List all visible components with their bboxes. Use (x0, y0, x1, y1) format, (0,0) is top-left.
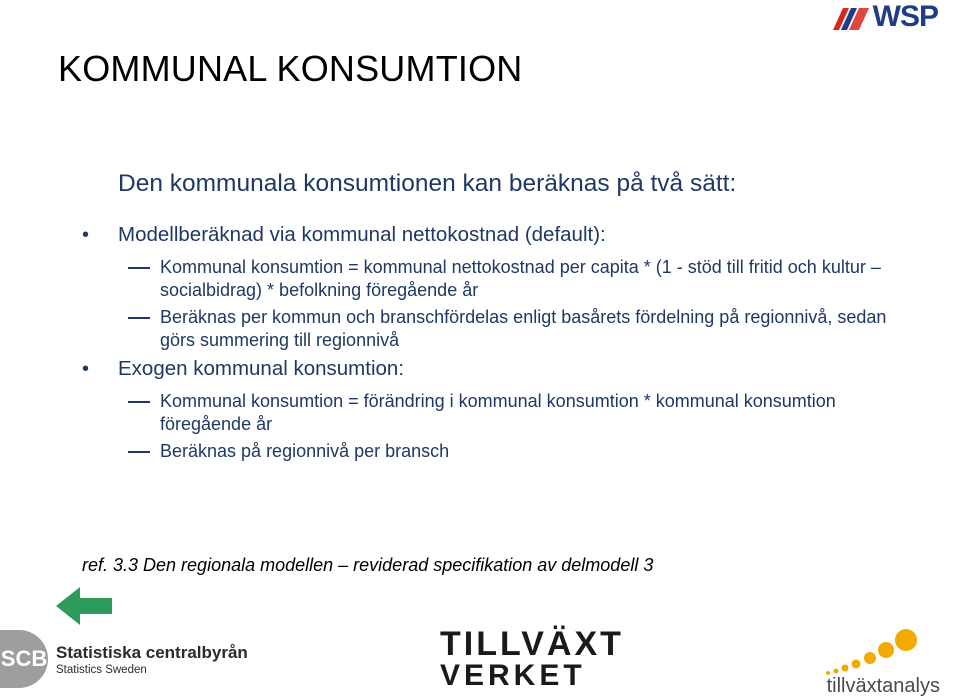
dots-icon (798, 626, 928, 676)
scb-subname: Statistics Sweden (56, 663, 147, 676)
sub-bullet-text: Kommunal konsumtion = förändring i kommunal konsumtion * kommunal konsumtion föregående år (160, 391, 836, 434)
slide-title: KOMMUNAL KONSUMTION (58, 48, 523, 89)
sub-bullet-text: Beräknas per kommun och branschfördelas enligt basårets fördelning på regionnivå, sedan görs summering till regionnivå (160, 307, 887, 350)
dash-icon (128, 317, 150, 319)
bullet-text: Exogen kommunal konsumtion: (118, 357, 405, 380)
reference-text: ref. 3.3 Den regionala modellen – reviderad specifikation av delmodell 3 (82, 555, 654, 575)
sub-bullet-item (80, 256, 900, 302)
wsp-flag-icon (831, 2, 871, 32)
sub-bullet-item (80, 306, 900, 352)
scb-logo (0, 630, 248, 688)
tillvaxtverket-logo (440, 625, 624, 692)
tillvaxtanalys-logo (798, 626, 948, 700)
footer-logos (0, 626, 960, 700)
sub-bullet-text: Beräknas på regionnivå per bransch (160, 441, 450, 461)
tillvaxtverket-line2: VERKET (440, 659, 586, 692)
tillvaxtverket-line1: TILLVÄXT (440, 625, 624, 663)
dash-icon (128, 401, 150, 403)
sub-bullet-text: Kommunal konsumtion = kommunal nettokostnad per capita * (1 - stöd till fritid och kultur – socialbidrag) * befolkning föregående år (160, 257, 881, 300)
sub-bullet-item (80, 390, 900, 436)
scb-mark: SCB (0, 630, 48, 688)
scb-name: Statistiska centralbyrån (56, 642, 248, 662)
back-arrow-icon[interactable] (56, 587, 112, 625)
sub-bullet-item (80, 440, 900, 463)
bullet-item (80, 356, 900, 382)
wsp-logo (831, 2, 938, 32)
dash-icon (128, 267, 150, 269)
slide-subhead: Den kommunala konsumtionen kan beräknas på två sätt: (118, 170, 737, 197)
wsp-logo-text: WSP (872, 0, 938, 33)
bullet-list (80, 222, 900, 467)
tillvaxtanalys-text: tillväxtanalys (826, 675, 940, 697)
bullet-dot-icon: • (82, 224, 90, 246)
bullet-item (80, 222, 900, 248)
dash-icon (128, 451, 150, 453)
bullet-dot-icon: • (82, 358, 90, 380)
bullet-text: Modellberäknad via kommunal nettokostnad (default): (118, 223, 606, 246)
